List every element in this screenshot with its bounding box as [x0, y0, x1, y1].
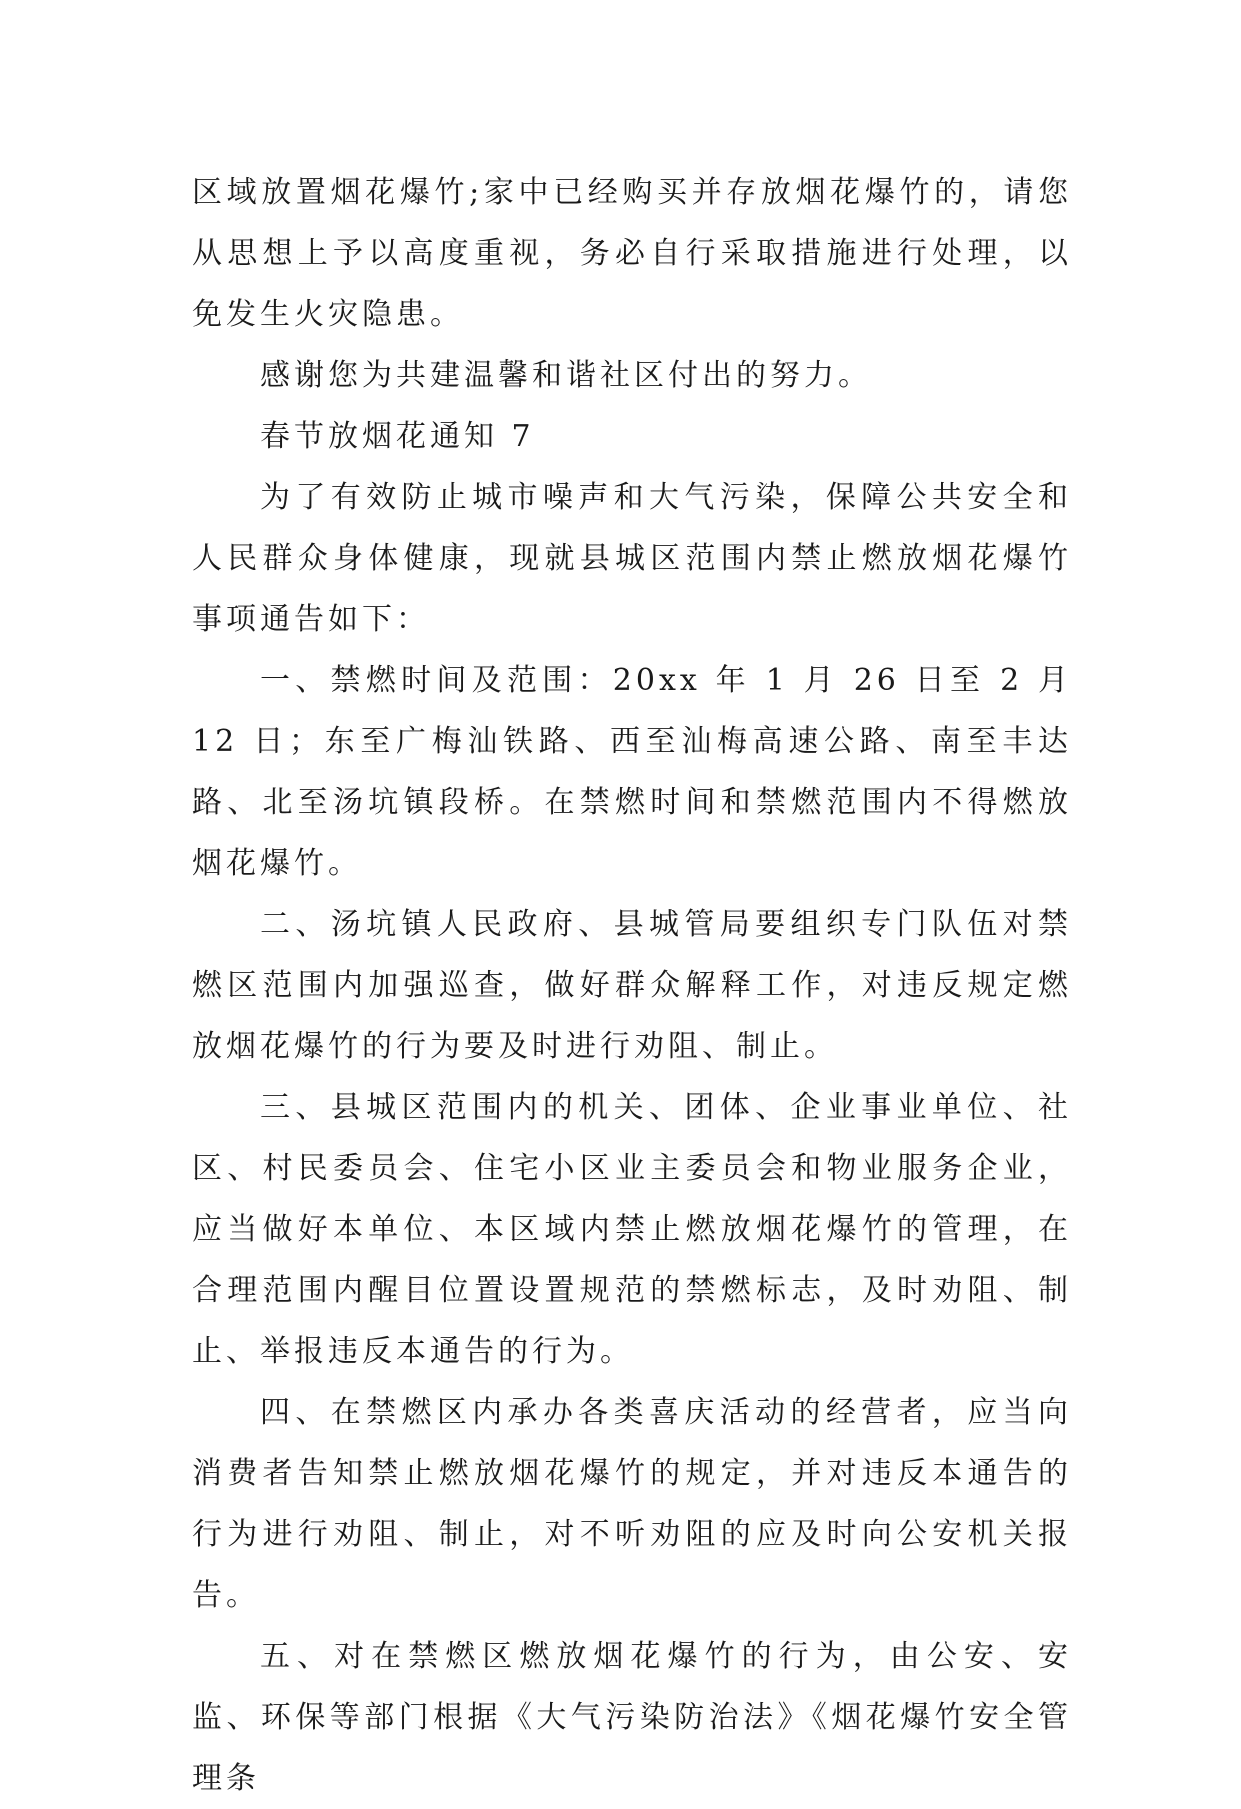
paragraph-item-5: 五、对在禁燃区燃放烟花爆竹的行为，由公安、安监、环保等部门根据《大气污染防治法》《烟花爆竹安全管理条 — [192, 1639, 1072, 1796]
paragraph-item-3: 三、县城区范围内的机关、团体、企业事业单位、社区、村民委员会、住宅小区业主委员会和物业服务企业，应当做好本单位、本区域内禁止燃放烟花爆竹的管理，在合理范围内醒目位置设置规范的禁燃标志，及时劝阻、制止、举报违反本通告的行为。 — [192, 1090, 1072, 1369]
document-body — [192, 162, 1072, 1809]
paragraph-intro: 为了有效防止城市噪声和大气污染，保障公共安全和人民群众身体健康，现就县城区范围内禁止燃放烟花爆竹事项通告如下： — [192, 480, 1072, 637]
paragraph-item-4: 四、在禁燃区内承办各类喜庆活动的经营者，应当向消费者告知禁止燃放烟花爆竹的规定，并对违反本通告的行为进行劝阻、制止，对不听劝阻的应及时向公安机关报告。 — [192, 1395, 1072, 1613]
section-heading: 春节放烟花通知 7 — [260, 419, 535, 454]
paragraph-item-1: 一、禁燃时间及范围：20xx 年 1 月 26 日至 2 月 12 日；东至广梅汕铁路、西至汕梅高速公路、南至丰达路、北至汤坑镇段桥。在禁燃时间和禁燃范围内不得燃放烟花爆竹。 — [192, 663, 1072, 881]
paragraph-thanks: 感谢您为共建温馨和谐社区付出的努力。 — [260, 358, 872, 393]
paragraph-item-2: 二、汤坑镇人民政府、县城管局要组织专门队伍对禁燃区范围内加强巡查，做好群众解释工作，对违反规定燃放烟花爆竹的行为要及时进行劝阻、制止。 — [192, 907, 1072, 1064]
paragraph-continuation: 区域放置烟花爆竹;家中已经购买并存放烟花爆竹的，请您从思想上予以高度重视，务必自行采取措施进行处理，以免发生火灾隐患。 — [192, 175, 1072, 332]
